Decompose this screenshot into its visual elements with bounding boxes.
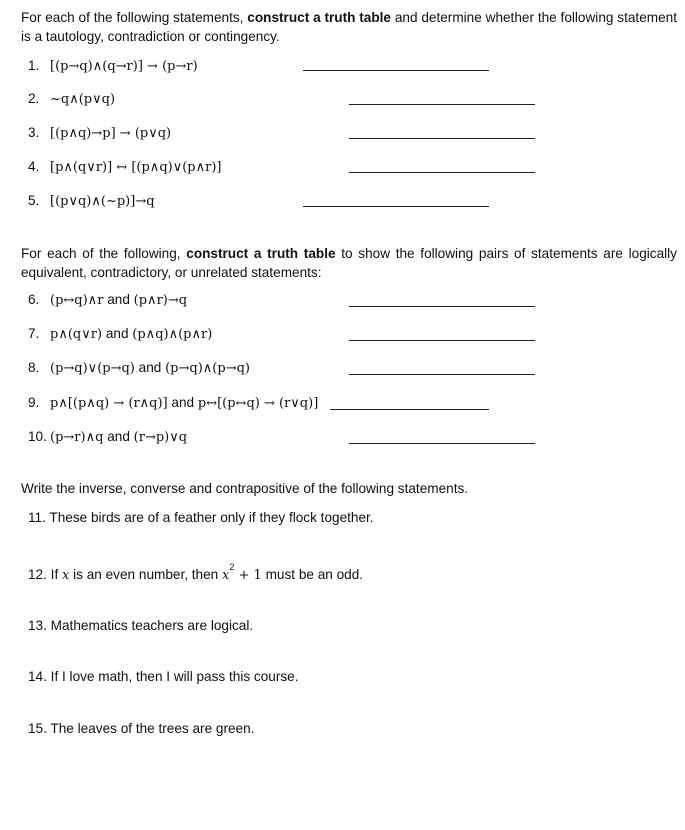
statement-number: 3. xyxy=(28,125,40,140)
statement-1 xyxy=(28,56,198,76)
section2-instructions xyxy=(21,244,677,282)
statement-12-middle: is an even number, then xyxy=(69,567,223,582)
answer-blank-3[interactable] xyxy=(349,138,535,139)
pair-second-expression: (r→p)∨q xyxy=(133,430,188,445)
pair-second-expression: p↔[(p↔q) → (r∨q)] xyxy=(197,396,319,411)
exponent: 2 xyxy=(229,562,235,572)
pair-and-word: and xyxy=(103,429,134,444)
pair-first-expression: (p↔q)∧r xyxy=(50,293,104,308)
statement-number: 1. xyxy=(28,58,40,73)
statement-12 xyxy=(28,562,364,585)
pair-and-word: and xyxy=(103,292,134,307)
statement-number: 5. xyxy=(28,193,40,208)
statement-4 xyxy=(28,157,222,177)
answer-blank-9[interactable] xyxy=(330,409,489,410)
answer-blank-2[interactable] xyxy=(349,104,535,105)
statement-expression: [(p∨q)∧(~p)]→q xyxy=(50,194,155,209)
answer-blank-5[interactable] xyxy=(303,206,489,207)
section1-intro-tail: and determine whether the following statement is a tautology, contradiction or contingency. xyxy=(21,10,677,44)
section2-intro-bold: construct a truth table xyxy=(186,246,336,261)
pair-first-expression: (p→q)∨(p→q) xyxy=(50,361,135,376)
pair-and-word: and xyxy=(102,326,133,341)
statement-expression: [(p→q)∧(q→r)] → (p→r) xyxy=(50,59,198,74)
section1-intro-bold: construct a truth table xyxy=(247,10,391,25)
statement-14: 14. If I love math, then I will pass this course. xyxy=(28,669,299,684)
statement-number: 6. xyxy=(28,292,40,307)
pair-and-word: and xyxy=(167,395,198,410)
answer-blank-6[interactable] xyxy=(349,306,535,307)
section1-intro-text: For each of the following statements, xyxy=(21,10,248,25)
pair-first-expression: p∧(q∨r) xyxy=(50,327,103,342)
statement-2 xyxy=(28,89,115,109)
statement-expression: [(p∧q)→p] → (p∨q) xyxy=(50,126,172,141)
statement-number: 9. xyxy=(28,395,40,410)
statement-pair-7 xyxy=(28,324,212,344)
pair-first-expression: p∧[(p∧q) → (r∧q)] xyxy=(50,396,168,411)
section3-instructions: Write the inverse, converse and contrapositive of the following statements. xyxy=(21,481,469,496)
statement-number: 8. xyxy=(28,360,40,375)
statement-number: 2. xyxy=(28,91,40,106)
answer-blank-1[interactable] xyxy=(303,70,489,71)
statement-11: 11. These birds are of a feather only if they flock together. xyxy=(28,510,374,525)
statement-pair-8 xyxy=(28,358,250,378)
answer-blank-10[interactable] xyxy=(349,443,535,444)
statement-expression: ~q∧(p∨q) xyxy=(50,92,116,107)
answer-blank-7[interactable] xyxy=(349,340,535,341)
statement-3 xyxy=(28,123,171,143)
plus-one: + 1 xyxy=(234,568,262,583)
statement-13: 13. Mathematics teachers are logical. xyxy=(28,618,254,633)
statement-number: 10. xyxy=(28,429,47,444)
variable-x-squared: x xyxy=(222,568,230,583)
answer-blank-8[interactable] xyxy=(349,374,535,375)
statement-5 xyxy=(28,191,155,211)
statement-12-text: 12. If xyxy=(28,567,63,582)
section1-instructions xyxy=(21,8,677,46)
section2-intro-text: For each of the following, xyxy=(21,246,187,261)
statement-pair-10 xyxy=(28,427,187,447)
variable-x: x xyxy=(62,568,70,583)
statement-pair-6 xyxy=(28,290,187,310)
statement-expression: [p∧(q∨r)] ↔ [(p∧q)∨(p∧r)] xyxy=(50,160,222,175)
pair-and-word: and xyxy=(134,360,166,375)
statement-pair-9 xyxy=(28,393,318,413)
answer-blank-4[interactable] xyxy=(349,172,535,173)
pair-first-expression: (p→r)∧q xyxy=(50,430,104,445)
pair-second-expression: (p∧q)∧(p∧r) xyxy=(132,327,213,342)
pair-second-expression: (p∧r)→q xyxy=(133,293,188,308)
pair-second-expression: (p→q)∧(p→q) xyxy=(165,361,250,376)
statement-number: 4. xyxy=(28,159,40,174)
statement-15: 15. The leaves of the trees are green. xyxy=(28,721,255,736)
statement-number: 7. xyxy=(28,326,40,341)
section2-intro-tail: to show the following pairs of statements are logically equivalent, contradictory, or unrelated statements: xyxy=(21,246,677,280)
statement-12-tail: must be an odd. xyxy=(261,567,364,582)
